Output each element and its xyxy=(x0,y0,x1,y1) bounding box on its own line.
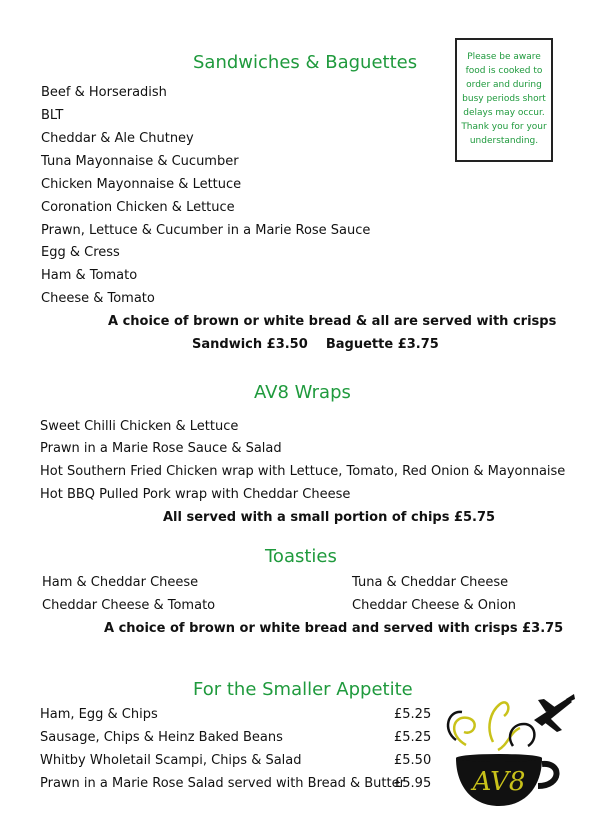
sandwich-item: Cheese & Tomato xyxy=(41,291,155,306)
smaller-item-name: Ham, Egg & Chips xyxy=(40,707,158,722)
smaller-item-name: Sausage, Chips & Heinz Baked Beans xyxy=(40,730,283,745)
wrap-item: Hot Southern Fried Chicken wrap with Lettuce, Tomato, Red Onion & Mayonnaise xyxy=(40,464,566,479)
notice-text: Please be aware food is cooked to order and during busy periods short delays may occur. Thank you for your understanding. xyxy=(461,52,547,146)
smaller-item-price: £5.95 xyxy=(394,776,432,791)
sandwich-item: Beef & Horseradish xyxy=(41,85,167,100)
sandwich-item: Ham & Tomato xyxy=(41,268,138,283)
plane-icon xyxy=(534,694,575,732)
toastie-item: Cheddar Cheese & Tomato xyxy=(42,598,216,613)
wrap-item: Sweet Chilli Chicken & Lettuce xyxy=(40,419,239,434)
wraps-note: All served with a small portion of chips £5.75 xyxy=(163,510,496,525)
sandwich-item: Cheddar & Ale Chutney xyxy=(41,131,194,146)
wraps-heading: AV8 Wraps xyxy=(254,382,351,403)
notice-box xyxy=(455,38,553,162)
sandwich-item: Chicken Mayonnaise & Lettuce xyxy=(41,177,242,192)
sandwiches-note: A choice of brown or white bread & all are served with crisps xyxy=(108,314,557,329)
toasties-heading: Toasties xyxy=(265,546,337,567)
sandwich-item: BLT xyxy=(41,108,64,123)
sandwich-item: Prawn, Lettuce & Cucumber in a Marie Rose Sauce xyxy=(41,223,371,238)
smaller-item-price: £5.50 xyxy=(394,753,432,768)
sandwiches-prices: Sandwich £3.50 Baguette £3.75 xyxy=(192,337,439,352)
sandwiches-heading: Sandwiches & Baguettes xyxy=(193,52,418,73)
toastie-item: Tuna & Cheddar Cheese xyxy=(352,575,509,590)
toastie-item: Ham & Cheddar Cheese xyxy=(42,575,199,590)
av8-logo xyxy=(438,690,578,815)
wrap-item: Hot BBQ Pulled Pork wrap with Cheddar Cheese xyxy=(40,487,351,502)
toastie-item: Cheddar Cheese & Onion xyxy=(352,598,517,613)
smaller-item-price: £5.25 xyxy=(394,707,432,722)
toasties-note: A choice of brown or white bread and served with crisps £3.75 xyxy=(104,621,564,636)
sandwich-item: Coronation Chicken & Lettuce xyxy=(41,200,235,215)
sandwich-item: Tuna Mayonnaise & Cucumber xyxy=(41,154,239,169)
smaller-item-name: Whitby Wholetail Scampi, Chips & Salad xyxy=(40,753,302,768)
wrap-item: Prawn in a Marie Rose Sauce & Salad xyxy=(40,441,282,456)
sandwich-item: Egg & Cress xyxy=(41,245,120,260)
logo-text: AV8 xyxy=(472,767,526,797)
smaller-item-name: Prawn in a Marie Rose Salad served with Bread & Butter xyxy=(40,776,405,791)
smaller-item-price: £5.25 xyxy=(394,730,432,745)
smaller-heading: For the Smaller Appetite xyxy=(193,679,413,700)
